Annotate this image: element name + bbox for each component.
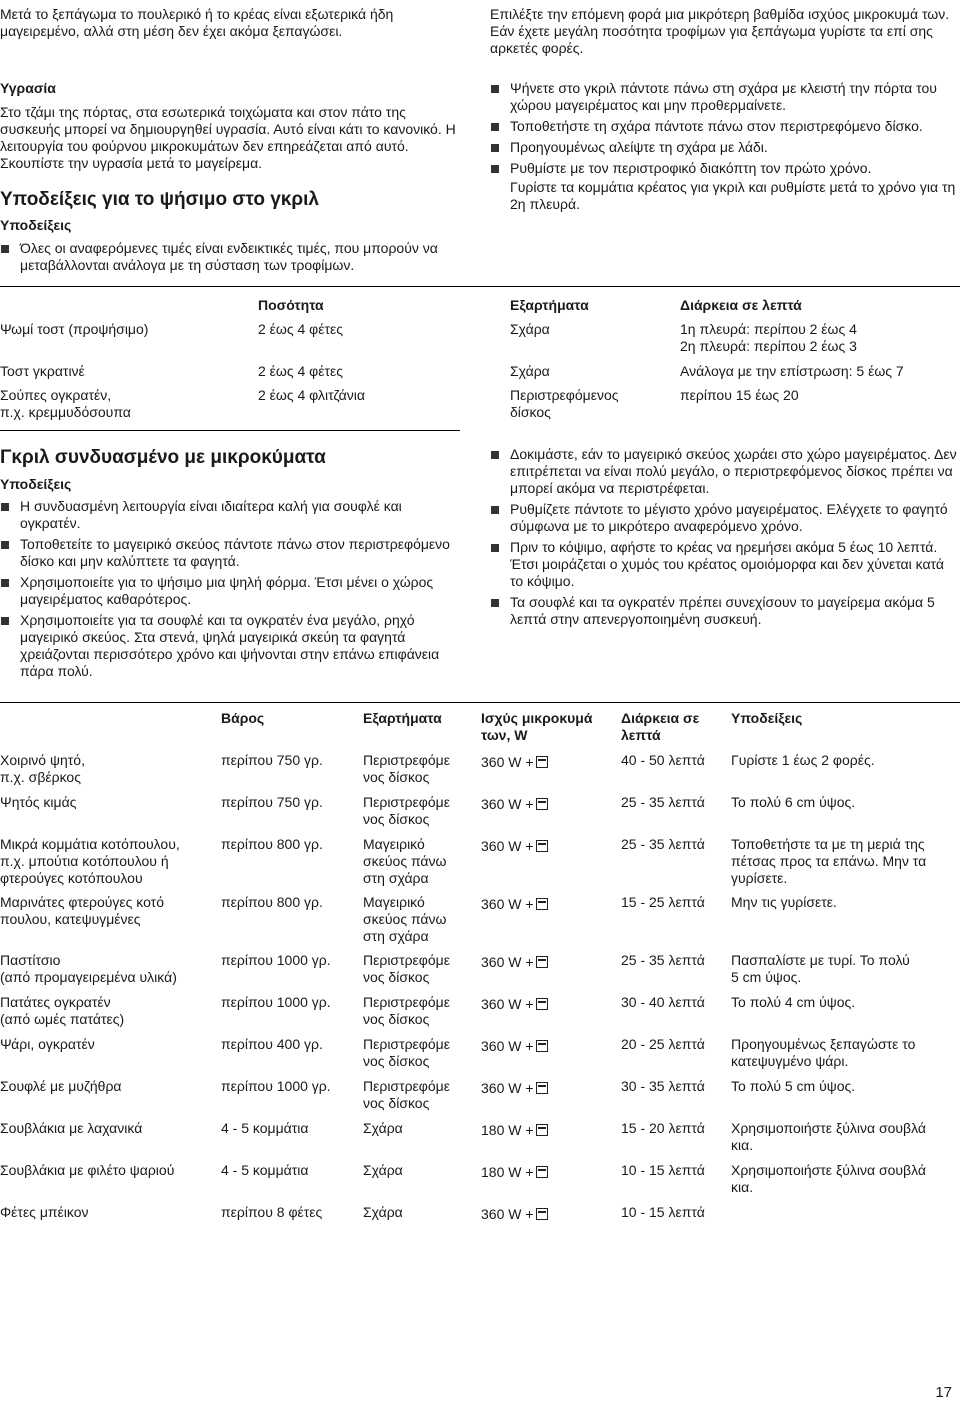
table-cell: περίπου 1000 γρ.: [221, 994, 331, 1010]
table-row: [0, 1078, 960, 1120]
square-bullet-icon: [1, 541, 9, 549]
list-item: Όλες οι αναφερόμενες τιμές είναι ενδεικτικές τιμές, που μπορούν να μεταβάλλονται ανάλογα με τη σύσταση των τροφίμων.: [0, 240, 462, 274]
power-value: 180 W +: [481, 1122, 534, 1138]
grill-mode-icon: [536, 1040, 548, 1052]
square-bullet-icon: [1, 503, 9, 511]
square-bullet-icon: [491, 85, 499, 93]
table-cell: Πατάτες ογκρατέν (από ωμές πατάτες): [0, 994, 125, 1027]
table-cell: Περιστρεφόμενος δίσκος: [510, 387, 619, 420]
grill-mode-icon: [536, 998, 548, 1010]
table-cell: Τοποθετήστε τα με τη μεριά της πέτσας προς τα επάνω. Μην τα γυρίσετε.: [731, 836, 927, 886]
table-cell: [481, 952, 621, 994]
grill-tips-section: [0, 189, 462, 278]
grill-mode-icon: [536, 1208, 548, 1220]
table-cell: 30 - 40 λεπτά: [621, 994, 705, 1010]
table-row: [0, 1204, 960, 1228]
table-cell: Περιστρεφόμε νος δίσκος: [363, 994, 450, 1027]
humidity-text: Στο τζάμι της πόρτας, στα εσωτερικά τοιχώματα και στον πάτο της συσκευής μπορεί να δημιουργηθεί υγρασία. Αυτό είναι κάτι το κανονικό. Η λειτουργία του φούρνου μικροκυμάτων δεν επηρεάζεται από αυτό. Σκουπίστε την υγρασία μετά το μαγείρεμα.: [0, 104, 456, 171]
table-row: [0, 387, 960, 425]
table-cell: 15 - 20 λεπτά: [621, 1120, 705, 1136]
table-cell: 4 - 5 κομμάτια: [221, 1120, 309, 1136]
square-bullet-icon: [1, 579, 9, 587]
power-value: 360 W +: [481, 996, 534, 1012]
table-cell: 30 - 35 λεπτά: [621, 1078, 705, 1094]
table-header-cell: Υποδείξεις: [731, 710, 803, 726]
thaw-advice: Επιλέξτε την επόμενη φορά μια μικρότερη βαθμίδα ισχύος μικροκυμά των. Εάν έχετε μεγάλη ποσότητα τροφίμων για ξεπάγωμα γυρίστε τα επί σης αρκετές φορές.: [490, 6, 950, 56]
grill-mode-icon: [536, 1124, 548, 1136]
grill-tips-right-list: [490, 80, 958, 177]
table-cell: Ψητός κιμάς: [0, 794, 77, 810]
table-row: [0, 952, 960, 994]
table-header-cell: Εξαρτήματα: [510, 297, 589, 313]
square-bullet-icon: [491, 451, 499, 459]
power-value: 360 W +: [481, 1038, 534, 1054]
table-row: [0, 994, 960, 1036]
table-cell: Σχάρα: [510, 363, 550, 379]
top-left-text-block: [0, 6, 462, 40]
list-item: Η συνδυασμένη λειτουργία είναι ιδιαίτερα καλή για σουφλέ και ογκρατέν.: [0, 498, 462, 532]
grill-tips-left-list: [0, 240, 462, 274]
table-cell: Το πολύ 4 cm ύψος.: [731, 994, 856, 1010]
table-header-cell: Ποσότητα: [258, 297, 324, 313]
table-cell: Μαγειρικό σκεύος πάνω στη σχάρα: [363, 894, 447, 944]
table-cell: Το πολύ 6 cm ύψος.: [731, 794, 856, 810]
table2-top-rule: [0, 702, 960, 703]
table-cell: περίπου 400 γρ.: [221, 1036, 323, 1052]
table-header-cell: [0, 710, 221, 752]
power-value: 360 W +: [481, 896, 534, 912]
square-bullet-icon: [491, 599, 499, 607]
table-cell: [481, 1036, 621, 1078]
table-cell: περίπου 750 γρ.: [221, 752, 323, 768]
table-header-cell: Εξαρτήματα: [363, 710, 442, 726]
grill-mode-icon: [536, 1082, 548, 1094]
square-bullet-icon: [491, 544, 499, 552]
table-cell: Μην τις γυρίσετε.: [731, 894, 837, 910]
grill-tips-subheading: Υποδείξεις: [0, 217, 72, 233]
table-cell: [481, 894, 621, 952]
table-cell: [481, 1204, 621, 1228]
table-header-row: [0, 710, 960, 752]
table-header-cell: [0, 297, 258, 321]
table-header-cell: Ισχύς μικροκυμά των, W: [481, 710, 593, 743]
grill-mode-icon: [536, 1166, 548, 1178]
combined-right-column: [490, 446, 958, 632]
table-row: [0, 836, 960, 894]
list-item: Ψήνετε στο γκριλ πάντοτε πάνω στη σχάρα με κλειστή την πόρτα του χώρου μαγειρέματος και μην προθερμαίνετε.: [490, 80, 958, 114]
table-cell: Σχάρα: [363, 1120, 403, 1136]
table-cell: 2 έως 4 φλιτζάνια: [258, 387, 365, 403]
table-cell: περίπου 1000 γρ.: [221, 1078, 331, 1094]
table-cell: Τοστ γκρατινέ: [0, 363, 85, 379]
table-cell: περίπου 800 γρ.: [221, 894, 323, 910]
grill-tips-right-column: [490, 80, 958, 213]
power-value: 360 W +: [481, 754, 534, 770]
table-header-cell: Διάρκεια σε λεπτά: [680, 297, 802, 313]
humidity-section: [0, 80, 462, 172]
list-item: Δοκιμάστε, εάν το μαγειρικό σκεύος χωράει στο χώρο μαγειρέματος. Δεν επιτρέπεται να είναι πολύ μεγάλο, ο περιστρεφόμενος δίσκος πρέπει να μπορεί ακόμα να περιστρέφεται.: [490, 446, 958, 497]
table-cell: [481, 836, 621, 894]
table-cell: 10 - 15 λεπτά: [621, 1162, 705, 1178]
list-item: Προηγουμένως αλείψτε τη σχάρα με λάδι.: [490, 139, 958, 156]
power-value: 360 W +: [481, 1080, 534, 1096]
list-item: Χρησιμοποιείτε για τα σουφλέ και τα ογκρατέν ένα μεγάλο, ρηχό μαγειρικό σκεύος. Στα στενά, ψηλά μαγειρικά σκεύη τα φαγητά χρειάζονται περισσότερο χρόνο και ψήνονται στην επάνω επιφάνεια πάρα πολύ.: [0, 612, 462, 680]
table-cell: Προηγουμένως ξεπαγώστε το κατεψυγμένο ψάρι.: [731, 1036, 916, 1069]
combined-subheading: Υποδείξεις: [0, 476, 72, 492]
table-row: [0, 1036, 960, 1078]
combined-section: [0, 447, 462, 684]
list-item: Τοποθετήστε τη σχάρα πάντοτε πάνω στον περιστρεφόμενο δίσκο.: [490, 118, 958, 135]
table-cell: Μικρά κομμάτια κοτόπουλου, π.χ. μπούτια κοτόπουλου ή φτερούγες κοτόπουλου: [0, 836, 180, 886]
table-cell: 25 - 35 λεπτά: [621, 952, 705, 968]
table-cell: 1η πλευρά: περίπου 2 έως 4 2η πλευρά: περίπου 2 έως 3: [680, 321, 857, 354]
table-cell: Ψωμί τοστ (προψήσιμο): [0, 321, 149, 337]
combined-right-list: [490, 446, 958, 628]
table1-bottom-rule: [0, 430, 460, 431]
table-row: [0, 1120, 960, 1162]
combined-heading: Γκριλ συνδυασμένο με μικροκύματα: [0, 447, 326, 468]
square-bullet-icon: [491, 123, 499, 131]
square-bullet-icon: [1, 617, 9, 625]
table-cell: Μαρινάτες φτερούγες κοτό πουλου, κατεψυγμένες: [0, 894, 165, 927]
square-bullet-icon: [491, 165, 499, 173]
table-cell: [481, 1162, 621, 1204]
table-cell: Σουβλάκια με φιλέτο ψαριού: [0, 1162, 175, 1178]
list-item: Χρησιμοποιείτε για το ψήσιμο μια ψηλή φόρμα. Έτσι μένει ο χώρος μαγειρέματος καθαρότερος.: [0, 574, 462, 608]
table-cell: Σχάρα: [363, 1204, 403, 1220]
square-bullet-icon: [491, 144, 499, 152]
table-cell: Περιστρεφόμε νος δίσκος: [363, 1078, 450, 1111]
table-cell: Φέτες μπέικον: [0, 1204, 89, 1220]
table-cell: περίπου 800 γρ.: [221, 836, 323, 852]
table-cell: Γυρίστε 1 έως 2 φορές.: [731, 752, 875, 768]
table-cell: Χοιρινό ψητό, π.χ. σβέρκος: [0, 752, 85, 785]
table-cell: 10 - 15 λεπτά: [621, 1204, 705, 1220]
table-cell: [481, 1120, 621, 1162]
table-cell: περίπου 1000 γρ.: [221, 952, 331, 968]
table-cell: Μαγειρικό σκεύος πάνω στη σχάρα: [363, 836, 447, 886]
grill-times-table: [0, 297, 960, 425]
table-cell: Πασπαλίστε με τυρί. Το πολύ 5 cm ύψος.: [731, 952, 910, 985]
table-cell: [731, 1204, 960, 1228]
table-row: [0, 363, 960, 387]
table-row: [0, 894, 960, 952]
table-cell: 4 - 5 κομμάτια: [221, 1162, 309, 1178]
table-cell: 15 - 25 λεπτά: [621, 894, 705, 910]
table-cell: [481, 794, 621, 836]
table-cell: 25 - 35 λεπτά: [621, 836, 705, 852]
thaw-note: Μετά το ξεπάγωμα το πουλερικό ή το κρέας είναι εξωτερικά ήδη μαγειρεμένο, αλλά στη μέση δεν έχει ακόμα ξεπαγώσει.: [0, 6, 394, 39]
table-cell: περίπου 750 γρ.: [221, 794, 323, 810]
grill-tips-heading: Υποδείξεις για το ψήσιμο στο γκριλ: [0, 189, 319, 210]
table-cell: Το πολύ 5 cm ύψος.: [731, 1078, 856, 1094]
combined-left-list: [0, 498, 462, 680]
grill-mode-icon: [536, 798, 548, 810]
table-cell: [481, 994, 621, 1036]
table-cell: Σουβλάκια με λαχανικά: [0, 1120, 143, 1136]
table-cell: [481, 1078, 621, 1120]
table-cell: περίπου 8 φέτες: [221, 1204, 323, 1220]
table-row: [0, 1162, 960, 1204]
table-cell: Περιστρεφόμε νος δίσκος: [363, 952, 450, 985]
table-cell: Χρησιμοποιήστε ξύλινα σουβλά κια.: [731, 1162, 926, 1195]
list-item: Τοποθετείτε το μαγειρικό σκεύος πάντοτε πάνω στον περιστρεφόμενο δίσκο και μην καλύπτετε τα φαγητά.: [0, 536, 462, 570]
square-bullet-icon: [491, 506, 499, 514]
grill-mode-icon: [536, 956, 548, 968]
table-cell: 2 έως 4 φέτες: [258, 321, 343, 337]
table-row: [0, 752, 960, 794]
table2-body: [0, 752, 960, 1228]
table-cell: Ανάλογα με την επίστρωση: 5 έως 7: [680, 363, 904, 379]
combined-times-table: [0, 710, 960, 1228]
power-value: 360 W +: [481, 796, 534, 812]
table-cell: Σούπες ογκρατέν, π.χ. κρεμμυδόσουπα: [0, 387, 131, 420]
table-cell: περίπου 15 έως 20: [680, 387, 799, 403]
table1-top-rule: [0, 286, 960, 287]
table-header-cell: Διάρκεια σε λεπτά: [621, 710, 700, 743]
table-header-row: [0, 297, 960, 321]
power-value: 360 W +: [481, 1206, 534, 1222]
grill-mode-icon: [536, 756, 548, 768]
table-row: [0, 321, 960, 363]
humidity-heading: Υγρασία: [0, 80, 56, 96]
square-bullet-icon: [1, 245, 9, 253]
power-value: 360 W +: [481, 838, 534, 854]
power-value: 180 W +: [481, 1164, 534, 1180]
table-header-cell: Βάρος: [221, 710, 265, 726]
table-cell: [481, 752, 621, 794]
table-cell: Σχάρα: [510, 321, 550, 337]
table-cell: 25 - 35 λεπτά: [621, 794, 705, 810]
table-row: [0, 794, 960, 836]
list-item: Τα σουφλέ και τα ογκρατέν πρέπει συνεχίσουν το μαγείρεμα ακόμα 5 λεπτά στην απενεργοποιημένη συσκευή.: [490, 594, 958, 628]
table-cell: Περιστρεφόμε νος δίσκος: [363, 794, 450, 827]
list-item: Πριν το κόψιμο, αφήστε το κρέας να ηρεμήσει ακόμα 5 έως 10 λεπτά. Έτσι μοιράζεται ο χυμός του κρέατος ομοιόμορφα και δεν χύνεται κατά το κόψιμο.: [490, 539, 958, 590]
table-cell: 40 - 50 λεπτά: [621, 752, 705, 768]
list-item: Ρυθμίστε με τον περιστροφικό διακόπτη τον πρώτο χρόνο.: [490, 160, 958, 177]
table-cell: 2 έως 4 φέτες: [258, 363, 343, 379]
grill-mode-icon: [536, 840, 548, 852]
grill-tips-followup: Γυρίστε τα κομμάτια κρέατος για γκριλ και ρυθμίστε μετά το χρόνο για τη 2η πλευρά.: [510, 179, 956, 212]
top-right-text-block: [490, 6, 955, 57]
table-cell: Σουφλέ με μυζήθρα: [0, 1078, 122, 1094]
table-cell: Παστίτσιο (από προμαγειρεμένα υλικά): [0, 952, 177, 985]
table-cell: Σχάρα: [363, 1162, 403, 1178]
table-cell: Περιστρεφόμε νος δίσκος: [363, 752, 450, 785]
power-value: 360 W +: [481, 954, 534, 970]
table-cell: Χρησιμοποιήστε ξύλινα σουβλά κια.: [731, 1120, 926, 1153]
table-cell: Περιστρεφόμε νος δίσκος: [363, 1036, 450, 1069]
list-item: Ρυθμίζετε πάντοτε το μέγιστο χρόνο μαγειρέματος. Ελέγχετε το φαγητό σύμφωνα με το μικρότερο αναφερόμενο χρόνο.: [490, 501, 958, 535]
table-cell: Ψάρι, ογκρατέν: [0, 1036, 95, 1052]
page-number: 17: [935, 1384, 952, 1401]
table-cell: 20 - 25 λεπτά: [621, 1036, 705, 1052]
grill-mode-icon: [536, 898, 548, 910]
